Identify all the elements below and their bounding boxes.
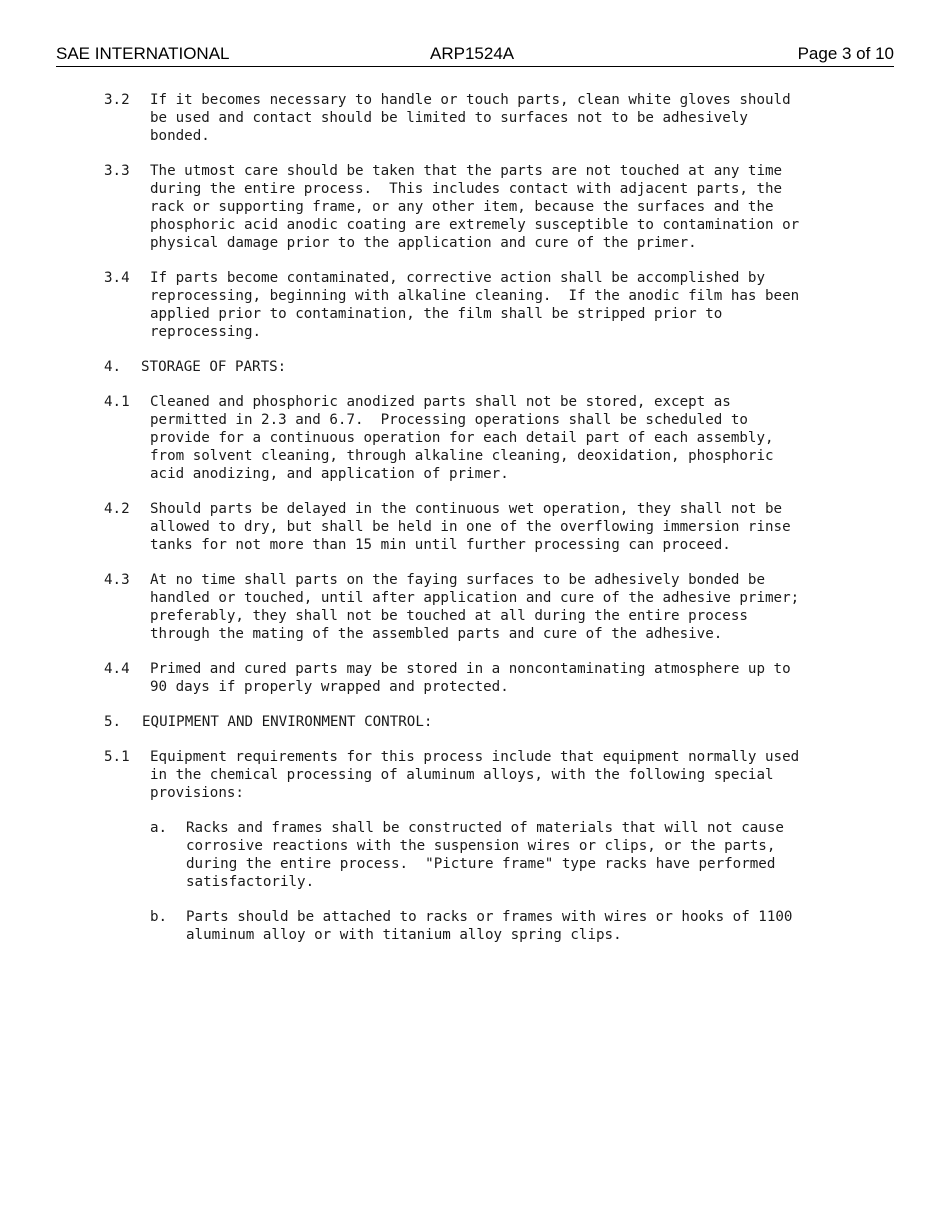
paragraph-5-1	[104, 748, 864, 802]
paragraph-3-4	[104, 269, 864, 341]
text-line: allowed to dry, but shall be held in one of the overflowing immersion rinse	[150, 519, 791, 535]
paragraph-number: 3.3	[104, 163, 130, 179]
header-document-id: ARP1524A	[430, 44, 515, 63]
list-item-text	[186, 908, 864, 944]
paragraph-4-2	[104, 500, 864, 554]
list-item-a	[150, 819, 864, 891]
paragraph-text	[150, 269, 864, 341]
paragraph-4-3	[104, 571, 864, 643]
text-line: Primed and cured parts may be stored in a noncontaminating atmosphere up to	[150, 661, 791, 677]
paragraph-text	[150, 393, 864, 483]
paragraph-number: 4.4	[104, 661, 130, 677]
paragraph-number: 4.1	[104, 394, 130, 410]
text-line: Racks and frames shall be constructed of materials that will not cause	[186, 820, 784, 836]
list-item-text	[186, 819, 864, 891]
text-line: phosphoric acid anodic coating are extremely susceptible to contamination or	[150, 217, 800, 233]
text-line: during the entire process. "Picture frame" type racks have performed	[186, 856, 776, 872]
paragraph-text	[150, 500, 864, 554]
text-line: be used and contact should be limited to surfaces not to be adhesively	[150, 110, 748, 126]
text-line: If parts become contaminated, corrective action shall be accomplished by	[150, 270, 765, 286]
paragraph-3-2	[104, 91, 864, 145]
text-line: corrosive reactions with the suspension wires or clips, or the parts,	[186, 838, 776, 854]
text-line: rack or supporting frame, or any other item, because the surfaces and the	[150, 199, 774, 215]
text-line: physical damage prior to the application and cure of the primer.	[150, 235, 697, 251]
paragraph-number: 4.2	[104, 501, 130, 517]
text-line: Cleaned and phosphoric anodized parts shall not be stored, except as	[150, 394, 731, 410]
paragraph-4-1	[104, 393, 864, 483]
text-line: If it becomes necessary to handle or touch parts, clean white gloves should	[150, 92, 791, 108]
text-line: 90 days if properly wrapped and protected.	[150, 679, 509, 695]
text-line: from solvent cleaning, through alkaline cleaning, deoxidation, phosphoric	[150, 448, 774, 464]
paragraph-3-3	[104, 162, 864, 252]
list-item-b	[150, 908, 864, 944]
text-line: handled or touched, until after application and cure of the adhesive primer;	[150, 590, 800, 606]
section-heading-4	[104, 358, 864, 376]
paragraph-number: 3.4	[104, 270, 130, 286]
list-item-label: b.	[150, 909, 168, 925]
paragraph-number: 4.3	[104, 572, 130, 588]
text-line: satisfactorily.	[186, 874, 315, 890]
section-title: STORAGE OF PARTS:	[141, 359, 287, 375]
text-line: permitted in 2.3 and 6.7. Processing operations shall be scheduled to	[150, 412, 748, 428]
text-line: applied prior to contamination, the film shall be stripped prior to	[150, 306, 723, 322]
page-header	[56, 44, 894, 67]
section-title: EQUIPMENT AND ENVIRONMENT CONTROL:	[142, 714, 433, 730]
paragraph-text	[150, 660, 864, 696]
paragraph-text	[150, 91, 864, 145]
list-item-label: a.	[150, 820, 168, 836]
text-line: reprocessing.	[150, 324, 262, 340]
section-heading-5	[104, 713, 864, 731]
text-line: The utmost care should be taken that the parts are not touched at any time	[150, 163, 783, 179]
text-line: provisions:	[150, 785, 244, 801]
text-line: provide for a continuous operation for each detail part of each assembly,	[150, 430, 774, 446]
text-line: preferably, they shall not be touched at all during the entire process	[150, 608, 748, 624]
section-number: 4.	[104, 359, 122, 375]
header-page-number: Page 3 of 10	[797, 44, 894, 63]
text-line: in the chemical processing of aluminum alloys, with the following special	[150, 767, 774, 783]
text-line: during the entire process. This includes contact with adjacent parts, the	[150, 181, 783, 197]
paragraph-4-4	[104, 660, 864, 696]
header-organization: SAE INTERNATIONAL	[56, 44, 230, 63]
paragraph-text	[150, 571, 864, 643]
text-line: Equipment requirements for this process include that equipment normally used	[150, 749, 800, 765]
text-line: aluminum alloy or with titanium alloy spring clips.	[186, 927, 622, 943]
paragraph-number: 5.1	[104, 749, 130, 765]
text-line: reprocessing, beginning with alkaline cleaning. If the anodic film has been	[150, 288, 800, 304]
text-line: acid anodizing, and application of primer.	[150, 466, 509, 482]
text-line: Parts should be attached to racks or frames with wires or hooks of 1100	[186, 909, 793, 925]
document-body	[104, 91, 864, 944]
text-line: Should parts be delayed in the continuous wet operation, they shall not be	[150, 501, 783, 517]
paragraph-number: 3.2	[104, 92, 130, 108]
text-line: bonded.	[150, 128, 210, 144]
text-line: through the mating of the assembled parts and cure of the adhesive.	[150, 626, 723, 642]
text-line: tanks for not more than 15 min until further processing can proceed.	[150, 537, 731, 553]
section-number: 5.	[104, 714, 122, 730]
paragraph-text	[150, 748, 864, 802]
text-line: At no time shall parts on the faying surfaces to be adhesively bonded be	[150, 572, 765, 588]
paragraph-text	[150, 162, 864, 252]
